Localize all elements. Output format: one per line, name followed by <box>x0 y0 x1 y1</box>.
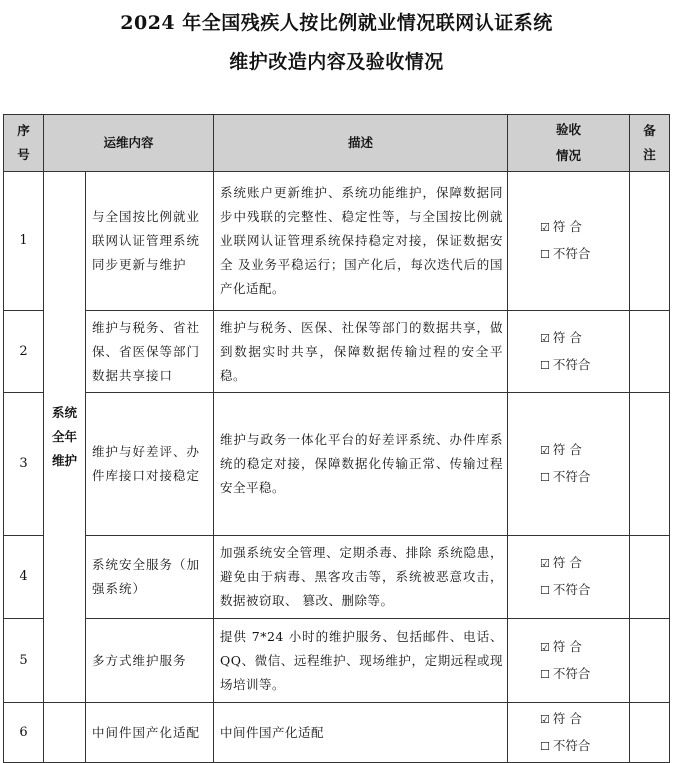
option-pass[interactable] <box>540 550 629 577</box>
header-acceptance <box>508 115 630 172</box>
row-remark <box>630 703 670 763</box>
row-desc: 提供 7*24 小时的维护服务、包括邮件、电话、QQ、微信、远程维护、现场维护，定期远程或现场培训等。 <box>214 619 508 703</box>
table-row <box>4 393 670 536</box>
option-fail-label: 不符合 <box>552 356 591 372</box>
acceptance-cell <box>508 536 630 619</box>
row-desc: 维护与税务、医保、社保等部门的数据共享，做到数据实时共享，保障数据传输过程的安全平稳。 <box>214 311 508 393</box>
row-remark <box>630 172 670 311</box>
option-fail[interactable] <box>540 661 629 688</box>
option-pass[interactable] <box>540 634 629 661</box>
table-row <box>4 703 670 763</box>
row-seq: 5 <box>4 619 44 703</box>
option-pass-label: 符 合 <box>552 219 582 234</box>
option-pass-label: 符 合 <box>552 710 582 726</box>
row-item: 与全国按比例就业联网认证管理系统同步更新与维护 <box>86 172 214 311</box>
option-pass-label: 符 合 <box>552 329 582 345</box>
checkbox-checked-icon[interactable]: ☑ <box>540 331 550 345</box>
row-item: 维护与好差评、办件库接口对接稳定 <box>86 393 214 536</box>
row-seq: 2 <box>4 311 44 393</box>
header-remark <box>630 115 670 172</box>
checkbox-unchecked-icon[interactable]: ☐ <box>540 358 550 372</box>
checkbox-unchecked-icon[interactable]: ☐ <box>540 248 550 261</box>
option-fail-label: 不符合 <box>552 246 591 261</box>
checkbox-checked-icon[interactable]: ☑ <box>540 640 550 654</box>
row-seq: 6 <box>4 703 44 763</box>
group-label-line3: 维护 <box>51 453 77 468</box>
acceptance-cell <box>508 311 630 393</box>
row-group-empty <box>44 703 86 763</box>
header-seq-line2: 号 <box>17 147 30 162</box>
row-item: 维护与税务、省社保、省医保等部门数据共享接口 <box>86 311 214 393</box>
option-fail-label: 不符合 <box>552 582 591 597</box>
header-accept-line2: 情况 <box>556 148 582 163</box>
option-fail-label: 不符合 <box>552 469 591 484</box>
option-pass[interactable] <box>540 325 629 352</box>
group-label <box>44 172 86 703</box>
acceptance-cell <box>508 703 630 763</box>
group-label-line1: 系统 <box>51 405 77 420</box>
checkbox-checked-icon[interactable]: ☑ <box>540 444 550 457</box>
header-content: 运维内容 <box>44 115 214 172</box>
option-pass-label: 符 合 <box>552 442 582 457</box>
maintenance-table <box>3 114 670 763</box>
header-seq <box>4 115 44 172</box>
option-fail[interactable] <box>540 577 629 604</box>
checkbox-unchecked-icon[interactable]: ☐ <box>540 667 550 681</box>
row-remark <box>630 619 670 703</box>
header-remark-line1: 备 <box>643 123 656 138</box>
acceptance-cell <box>508 619 630 703</box>
option-fail[interactable] <box>540 241 629 268</box>
option-pass[interactable] <box>540 214 629 241</box>
row-desc: 中间件国产化适配 <box>214 703 508 763</box>
header-seq-line1: 序 <box>17 123 30 138</box>
row-desc: 系统账户更新维护、系统功能维护，保障数据同步中残联的完整性、稳定性等，与全国按比例就业联网认证管理系统保持稳定对接，保证数据安全 及业务平稳运行；国产化后，每次迭代后的国产化适配。 <box>214 172 508 311</box>
table-row <box>4 311 670 393</box>
option-pass-label: 符 合 <box>552 555 582 570</box>
row-remark <box>630 311 670 393</box>
table-row <box>4 536 670 619</box>
option-fail[interactable] <box>540 352 629 379</box>
header-remark-line2: 注 <box>643 147 656 162</box>
row-seq: 1 <box>4 172 44 311</box>
header-accept-line1: 验收 <box>556 122 582 137</box>
row-desc: 加强系统安全管理、定期杀毒、排除 系统隐患，避免由于病毒、黑客攻击等，系统被恶意攻击，数据被窃取、 篡改、删除等。 <box>214 536 508 619</box>
row-remark <box>630 536 670 619</box>
option-pass[interactable] <box>540 706 629 733</box>
option-pass[interactable] <box>540 437 629 464</box>
checkbox-unchecked-icon[interactable]: ☐ <box>540 471 550 484</box>
checkbox-checked-icon[interactable]: ☑ <box>540 712 550 726</box>
row-seq: 3 <box>4 393 44 536</box>
row-item: 中间件国产化适配 <box>86 703 214 763</box>
option-fail[interactable] <box>540 464 629 491</box>
row-desc: 维护与政务一体化平台的好差评系统、办件库系统的稳定对接，保障数据化传输正常、传输过程安全平稳。 <box>214 393 508 536</box>
acceptance-cell <box>508 393 630 536</box>
row-item: 多方式维护服务 <box>86 619 214 703</box>
option-pass-label: 符 合 <box>552 638 582 654</box>
group-label-line2: 全年 <box>51 429 77 444</box>
document-title-line1: 2024 年全国残疾人按比例就业情况联网认证系统 <box>120 12 553 34</box>
document-title-line2: 维护改造内容及验收情况 <box>229 51 444 73</box>
row-seq: 4 <box>4 536 44 619</box>
checkbox-checked-icon[interactable]: ☑ <box>540 557 550 570</box>
checkbox-unchecked-icon[interactable]: ☐ <box>540 584 550 597</box>
row-item: 系统安全服务（加强系统） <box>86 536 214 619</box>
table-row <box>4 619 670 703</box>
option-fail-label: 不符合 <box>552 737 591 753</box>
checkbox-checked-icon[interactable]: ☑ <box>540 221 550 234</box>
acceptance-cell <box>508 172 630 311</box>
option-fail-label: 不符合 <box>552 665 591 681</box>
header-desc: 描述 <box>214 115 508 172</box>
option-fail[interactable] <box>540 733 629 760</box>
checkbox-unchecked-icon[interactable]: ☐ <box>540 739 550 753</box>
row-remark <box>630 393 670 536</box>
table-header-row <box>4 115 670 172</box>
table-row <box>4 172 670 311</box>
